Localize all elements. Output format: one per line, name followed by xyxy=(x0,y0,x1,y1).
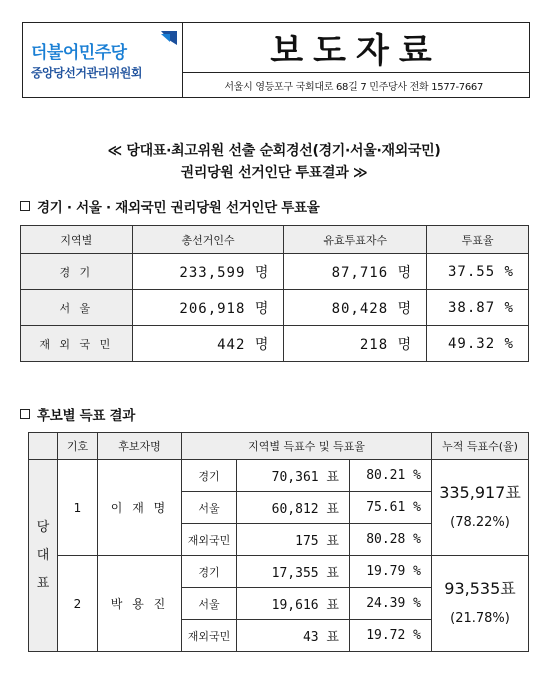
valid-voters-cell: 80,428 명 xyxy=(284,290,427,326)
square-bullet-icon xyxy=(20,409,30,419)
results-section-heading xyxy=(20,404,135,424)
column-header: 누적 득표수(율) xyxy=(432,433,529,460)
column-header: 지역별 xyxy=(21,226,133,254)
total-votes: 335,917표 xyxy=(439,482,521,502)
vote-rate-cell: 24.39 % xyxy=(350,588,432,620)
turnout-section-title: 경기 · 서울 · 재외국민 권리당원 선거인단 투표율 xyxy=(37,200,320,216)
region-label: 서울 xyxy=(182,492,237,524)
electors-cell: 233,599 명 xyxy=(132,254,284,290)
region-label: 재외국민 xyxy=(182,620,237,652)
table-row xyxy=(21,290,529,326)
electors-cell: 206,918 명 xyxy=(132,290,284,326)
total-rate: (21.78%) xyxy=(450,610,510,626)
turnout-section-heading xyxy=(20,196,320,216)
table-row xyxy=(21,326,529,362)
total-votes: 93,535표 xyxy=(444,578,516,598)
candidate-number: 1 xyxy=(58,460,98,556)
table-header-row xyxy=(21,226,529,254)
column-header: 투표율 xyxy=(427,226,529,254)
turnout-rate-cell: 49.32 % xyxy=(427,326,529,362)
vote-rate-cell: 80.21 % xyxy=(350,460,432,492)
table-row xyxy=(21,254,529,290)
party-logo xyxy=(23,23,183,97)
region-label: 서울 xyxy=(182,588,237,620)
party-logo-icon xyxy=(161,31,177,45)
vote-rate-cell: 75.61 % xyxy=(350,492,432,524)
region-label: 재외국민 xyxy=(182,524,237,556)
table-row xyxy=(29,460,529,492)
valid-voters-cell: 87,716 명 xyxy=(284,254,427,290)
vote-rate-cell: 19.79 % xyxy=(350,556,432,588)
total-rate: (78.22%) xyxy=(450,514,510,530)
votes-cell: 17,355 표 xyxy=(237,556,350,588)
logo-committee-name: 중앙당선거관리위원회 xyxy=(31,66,142,80)
table-row xyxy=(29,556,529,588)
candidate-name: 이 재 명 xyxy=(98,460,182,556)
results-table xyxy=(28,432,529,652)
vote-rate-cell: 19.72 % xyxy=(350,620,432,652)
column-header: 지역별 득표수 및 득표율 xyxy=(182,433,432,460)
region-label: 경기 xyxy=(182,460,237,492)
results-section-title: 후보별 득표 결과 xyxy=(37,408,135,424)
candidate-name: 박 용 진 xyxy=(98,556,182,652)
vote-rate-cell: 80.28 % xyxy=(350,524,432,556)
region-label: 재 외 국 민 xyxy=(21,326,133,362)
press-title: 보도자료 xyxy=(183,23,529,73)
turnout-rate-cell: 37.55 % xyxy=(427,254,529,290)
votes-cell: 175 표 xyxy=(237,524,350,556)
region-label: 경기 xyxy=(182,556,237,588)
votes-cell: 70,361 표 xyxy=(237,460,350,492)
address-line: 서울시 영등포구 국회대로 68길 7 민주당사 전화 1577-7667 xyxy=(224,81,483,93)
press-release-header xyxy=(22,22,530,98)
column-header xyxy=(29,433,58,460)
headline-line-1: ≪ 당대표·최고위원 선출 순회경선(경기·서울·재외국민) xyxy=(107,143,441,159)
votes-cell: 43 표 xyxy=(237,620,350,652)
region-label: 경 기 xyxy=(21,254,133,290)
category-cell: 당 대 표 xyxy=(29,460,58,652)
candidate-number: 2 xyxy=(58,556,98,652)
valid-voters-cell: 218 명 xyxy=(284,326,427,362)
column-header: 유효투표자수 xyxy=(284,226,427,254)
cumulative-total-cell xyxy=(432,556,529,652)
region-label: 서 울 xyxy=(21,290,133,326)
turnout-table xyxy=(20,225,529,362)
votes-cell: 60,812 표 xyxy=(237,492,350,524)
votes-cell: 19,616 표 xyxy=(237,588,350,620)
square-bullet-icon xyxy=(20,201,30,211)
headline-line-2: 권리당원 선거인단 투표결과 ≫ xyxy=(180,165,368,181)
column-header: 총선거인수 xyxy=(132,226,284,254)
logo-party-name: 더불어민주당 xyxy=(31,43,127,63)
table-header-row xyxy=(29,433,529,460)
turnout-rate-cell: 38.87 % xyxy=(427,290,529,326)
column-header: 후보자명 xyxy=(98,433,182,460)
column-header: 기호 xyxy=(58,433,98,460)
electors-cell: 442 명 xyxy=(132,326,284,362)
cumulative-total-cell xyxy=(432,460,529,556)
